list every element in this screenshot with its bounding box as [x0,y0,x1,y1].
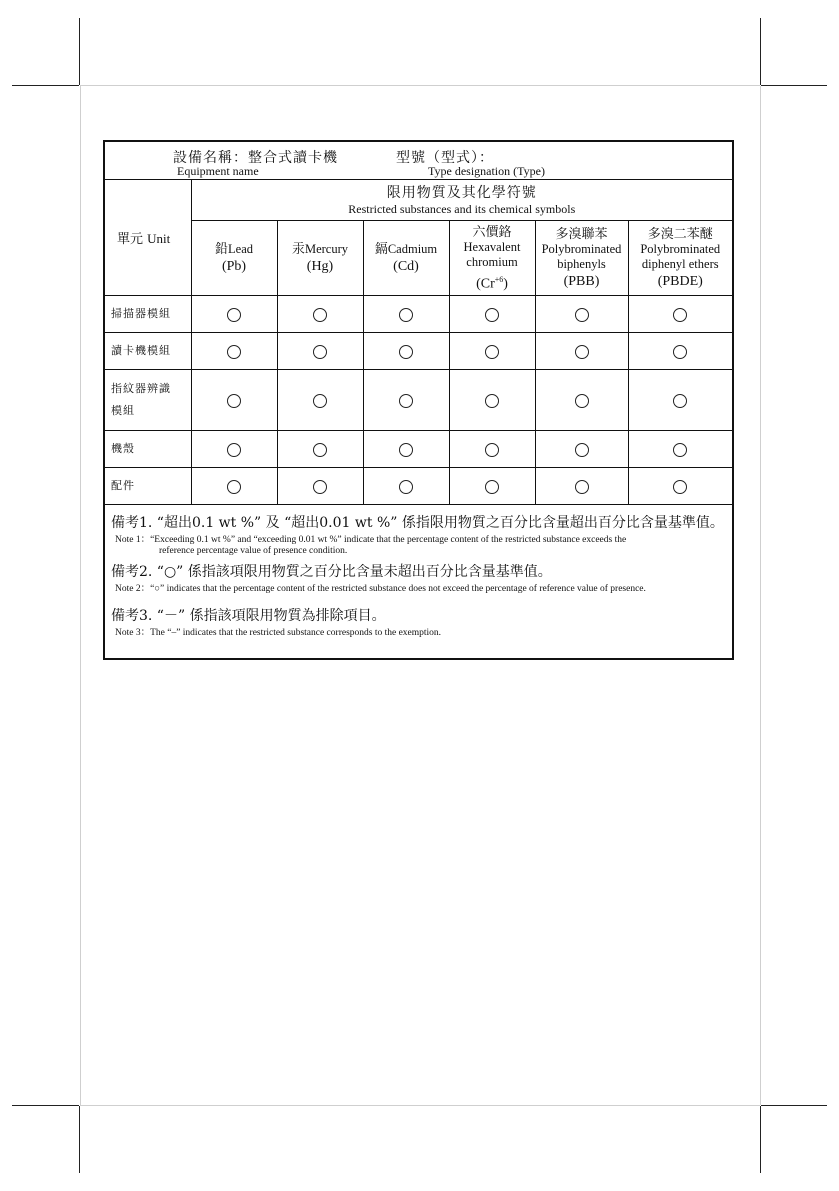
substance-en: Polybrominated [541,242,622,256]
substance-pbb [535,220,628,295]
circle-icon [575,394,589,408]
crop-mark [79,18,80,85]
circle-icon [399,443,413,457]
crop-mark [760,18,761,85]
row-label: 掃描器模組 [105,295,191,332]
unit-header [105,180,191,295]
substance-en: chromium [466,254,518,269]
row-label [105,369,191,430]
crop-mark [760,1106,761,1173]
substance-en: Mercury [304,242,349,256]
row-label-line1: 指紋器辨識 [111,381,171,395]
circle-icon [399,308,413,322]
symbol-close: ) [503,276,508,292]
circle-icon [227,394,241,408]
note2-en: Note 2：“○” indicates that the percentage content of the restricted substance does not exceed the percentage of reference value of presence. [115,584,646,594]
row-label-line2: 模組 [111,403,135,417]
circle-icon [673,480,687,494]
table-row [105,332,732,369]
circle-icon [313,345,327,359]
substance-cn: 六價鉻 [472,224,512,240]
circle-icon [575,443,589,457]
substance-symbol: (PBDE) [657,274,703,289]
note3-en: Note 3：The “–” indicates that the restricted substance corresponds to the exemption. [115,628,442,638]
substance-cn: 多溴聯苯 [555,227,608,242]
circle-icon [673,394,687,408]
circle-icon [313,480,327,494]
trim-line [80,1105,760,1106]
circle-icon [399,394,413,408]
circle-icon [313,394,327,408]
circle-icon [485,480,499,494]
equipment-name-label: 設備名稱：整合式讀卡機 [173,150,338,166]
substance-en: Hexavalent [463,239,521,254]
table-row [105,467,732,504]
substance-cn: 鉛 [215,242,229,257]
substance-cn: 汞 [291,242,305,257]
form-header [105,142,732,180]
note2-cn: 備考2. “○” 係指該項限用物質之百分比含量未超出百分比含量基準值。 [111,564,552,580]
circle-icon [399,480,413,494]
circle-icon [313,443,327,457]
crop-mark [79,1106,80,1173]
row-label: 配件 [105,467,191,504]
table-row [105,295,732,332]
circle-icon [673,308,687,322]
circle-icon [313,308,327,322]
substance-cn: 鎘 [374,242,388,257]
circle-icon [227,345,241,359]
rohs-declaration-form [103,140,734,660]
substance-symbol: (Cd) [393,259,419,274]
substance-en: Cadmium [387,242,438,256]
notes-section [111,506,726,639]
row-label: 機殼 [105,430,191,467]
substance-symbol: (Hg) [306,259,334,274]
unit-header-cn: 單元 [117,231,144,247]
table-row [105,369,732,430]
substance-table [105,180,732,505]
substance-en: diphenyl ethers [641,257,719,271]
note1-en-cont: reference percentage value of presence condition. [159,546,348,556]
circle-icon [485,443,499,457]
crop-mark [761,1105,827,1106]
note1-en: Note 1：“Exceeding 0.1 wt %” and “exceeding 0.01 wt %” indicate that the percentage content of the restricted substance exceeds the [115,535,627,545]
note3-cn: 備考3. “－” 係指該項限用物質為排除項目。 [111,608,386,624]
trim-line [80,86,81,1105]
restricted-header-en: Restricted substances and its chemical symbols [348,202,576,217]
trim-line [760,86,761,1105]
note1-cn: 備考1. “超出0.1 wt %” 及 “超出0.01 wt %” 係指限用物質之百分比含量超出百分比含量基準值。 [111,515,724,531]
row-label: 讀卡機模組 [105,332,191,369]
crop-mark [12,85,79,86]
substance-en: Polybrominated [640,242,721,256]
circle-icon [485,394,499,408]
circle-icon [673,345,687,359]
table-row [105,430,732,467]
crop-mark [12,1105,79,1106]
substance-symbol [450,270,535,295]
substance-lead [191,220,277,295]
circle-icon [399,345,413,359]
circle-icon [673,443,687,457]
equipment-name-en: Equipment name [177,164,259,178]
substance-symbol: (PBB) [563,274,600,289]
trim-line [80,85,760,86]
substance-pbde [628,220,732,295]
substance-mercury [277,220,363,295]
unit-header-en: Unit [147,230,171,246]
symbol-superscript: +6 [494,274,504,284]
substance-hexavalent-chromium [449,220,535,295]
circle-icon [485,345,499,359]
restricted-substances-header [191,180,732,220]
substance-en: biphenyls [557,257,606,271]
substance-en: Lead [228,242,253,256]
substance-symbol: (Pb) [221,259,247,274]
type-designation-label: 型號（型式）： [396,150,494,166]
substance-cadmium [363,220,449,295]
symbol-text: (Cr [476,276,495,292]
circle-icon [227,443,241,457]
circle-icon [227,308,241,322]
circle-icon [575,480,589,494]
crop-mark [761,85,827,86]
circle-icon [485,308,499,322]
restricted-header-cn: 限用物質及其化學符號 [386,185,537,202]
circle-icon [575,345,589,359]
type-designation-en: Type designation (Type) [428,164,545,178]
substance-cn: 多溴二苯醚 [647,227,713,242]
circle-icon [575,308,589,322]
circle-icon [227,480,241,494]
